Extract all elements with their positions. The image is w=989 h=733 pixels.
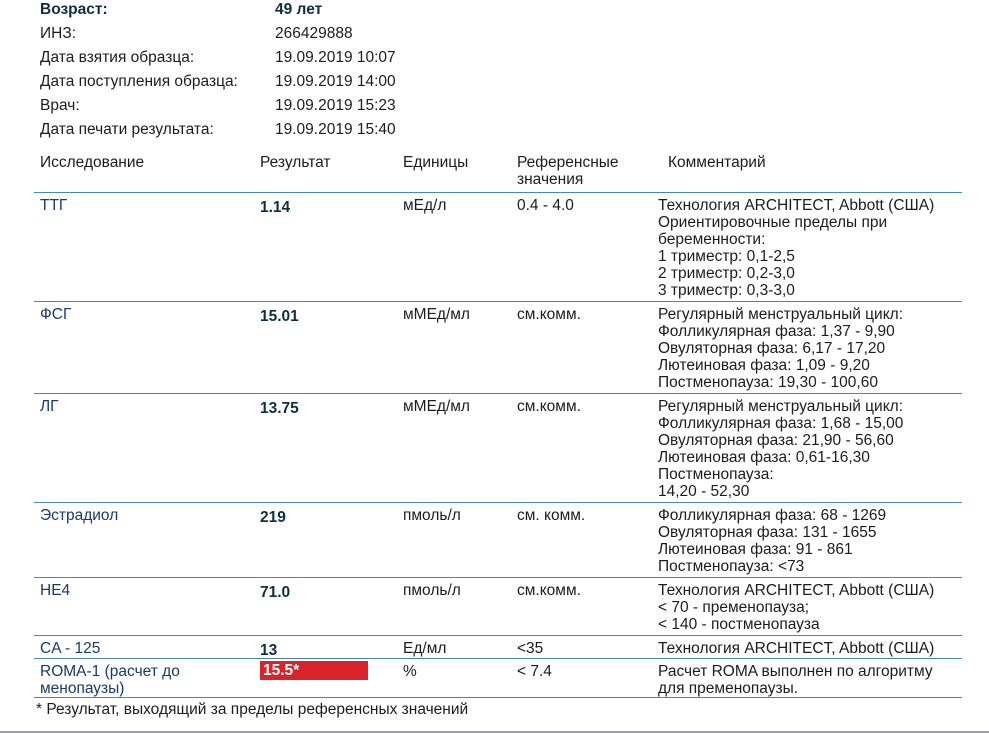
header-comment: Комментарий [668, 154, 766, 171]
info-label: ИНЗ: [40, 25, 77, 42]
comment-line: 14,20 - 52,30 [658, 483, 750, 500]
comment-line: для пременопаузы. [658, 680, 799, 697]
row-units: Ед/мл [403, 640, 447, 657]
comment-line: 1 триместр: 0,1-2,5 [658, 248, 795, 265]
row-test-name: ЛГ [40, 398, 59, 415]
row-comment [658, 640, 968, 657]
row-units: мМЕд/мл [403, 398, 470, 415]
row-test-name: ROMA-1 (расчет до менопаузы) [40, 663, 180, 697]
row-result: 15.01 [260, 308, 299, 325]
header-reference: Референсные значения [517, 154, 619, 188]
row-reference: см.комм. [517, 398, 581, 415]
comment-line: < 70 - пременопауза; [658, 599, 810, 616]
row-reference: 0.4 - 4.0 [517, 197, 574, 214]
comment-line: Постменопауза: [658, 466, 774, 483]
comment-line: Регулярный менструальный цикл: [658, 306, 904, 323]
comment-line: Овуляторная фаза: 21,90 - 56,60 [658, 432, 894, 449]
row-test-name: HE4 [40, 582, 71, 599]
comment-line: 2 триместр: 0,2-3,0 [658, 265, 795, 282]
row-reference: см.комм. [517, 306, 581, 323]
row-units: мМЕд/мл [403, 306, 470, 323]
comment-line: Технология ARCHITECT, Abbott (США) [658, 640, 935, 657]
row-result: 13 [260, 642, 278, 659]
comment-line: Ориентировочные пределы при [658, 214, 888, 231]
row-test-name: ФСГ [40, 306, 72, 323]
info-value: 19.09.2019 14:00 [275, 73, 396, 90]
comment-line: Постменопауза: <73 [658, 558, 805, 575]
comment-line: Лютеиновая фаза: 1,09 - 9,20 [658, 357, 870, 374]
row-reference: см.комм. [517, 582, 581, 599]
footnote: * Результат, выходящий за пределы референсных значений [36, 701, 469, 718]
info-value: 19.09.2019 15:23 [275, 97, 396, 114]
row-comment [658, 663, 968, 697]
comment-line: 3 триместр: 0,3-3,0 [658, 282, 795, 299]
table-row [34, 302, 962, 394]
info-value: 266429888 [275, 25, 353, 42]
row-result: 71.0 [260, 584, 291, 601]
info-label: Дата поступления образца: [40, 73, 238, 90]
info-value: 19.09.2019 15:40 [275, 121, 396, 138]
row-test-name: Эстрадиол [40, 507, 119, 524]
row-reference: <35 [517, 640, 544, 657]
table-row [34, 659, 962, 698]
info-label: Возраст: [40, 1, 108, 18]
header-units: Единицы [403, 154, 469, 171]
row-test-name: CA - 125 [40, 640, 101, 657]
comment-line: Постменопауза: 19,30 - 100,60 [658, 374, 878, 391]
row-result: 13.75 [260, 400, 299, 417]
header-result: Результат [260, 154, 331, 171]
comment-line: Лютеиновая фаза: 91 - 861 [658, 541, 853, 558]
row-comment [658, 398, 968, 500]
info-label: Врач: [40, 97, 80, 114]
table-row [34, 394, 962, 503]
table-body [34, 193, 962, 698]
comment-line: беременности: [658, 231, 766, 248]
row-comment [658, 306, 968, 391]
header-name: Исследование [40, 154, 145, 171]
comment-line: Овуляторная фаза: 6,17 - 17,20 [658, 340, 886, 357]
row-units: % [403, 663, 417, 680]
info-label: Дата печати результата: [40, 121, 214, 138]
comment-line: Фолликулярная фаза: 1,37 - 9,90 [658, 323, 895, 340]
comment-line: < 140 - постменопауза [658, 616, 820, 633]
comment-line: Фолликулярная фаза: 68 - 1269 [658, 507, 887, 524]
row-reference: < 7.4 [517, 663, 552, 680]
table-header [34, 152, 962, 193]
table-row [34, 636, 962, 659]
info-label: Дата взятия образца: [40, 49, 195, 66]
info-value: 49 лет [275, 1, 323, 18]
row-reference: см. комм. [517, 507, 586, 524]
comment-line: Лютеиновая фаза: 0,61-16,30 [658, 449, 870, 466]
comment-line: Технология ARCHITECT, Abbott (США) [658, 197, 935, 214]
results-table [34, 152, 962, 698]
comment-line: Фолликулярная фаза: 1,68 - 15,00 [658, 415, 904, 432]
row-result: 1.14 [260, 199, 291, 216]
row-test-name: ТТГ [40, 197, 68, 214]
row-result-flagged: 15.5* [260, 661, 368, 680]
table-row [34, 578, 962, 636]
comment-line: Регулярный менструальный цикл: [658, 398, 904, 415]
row-units: пмоль/л [403, 507, 461, 524]
row-comment [658, 582, 968, 633]
row-units: пмоль/л [403, 582, 461, 599]
row-units: мЕд/л [403, 197, 447, 214]
table-row [34, 503, 962, 578]
comment-line: Расчет ROMA выполнен по алгоритму [658, 663, 933, 680]
table-row [34, 193, 962, 302]
info-value: 19.09.2019 10:07 [275, 49, 396, 66]
row-comment [658, 507, 968, 575]
row-comment [658, 197, 968, 299]
comment-line: Технология ARCHITECT, Abbott (США) [658, 582, 935, 599]
comment-line: Овуляторная фаза: 131 - 1655 [658, 524, 877, 541]
row-result: 219 [260, 509, 286, 526]
